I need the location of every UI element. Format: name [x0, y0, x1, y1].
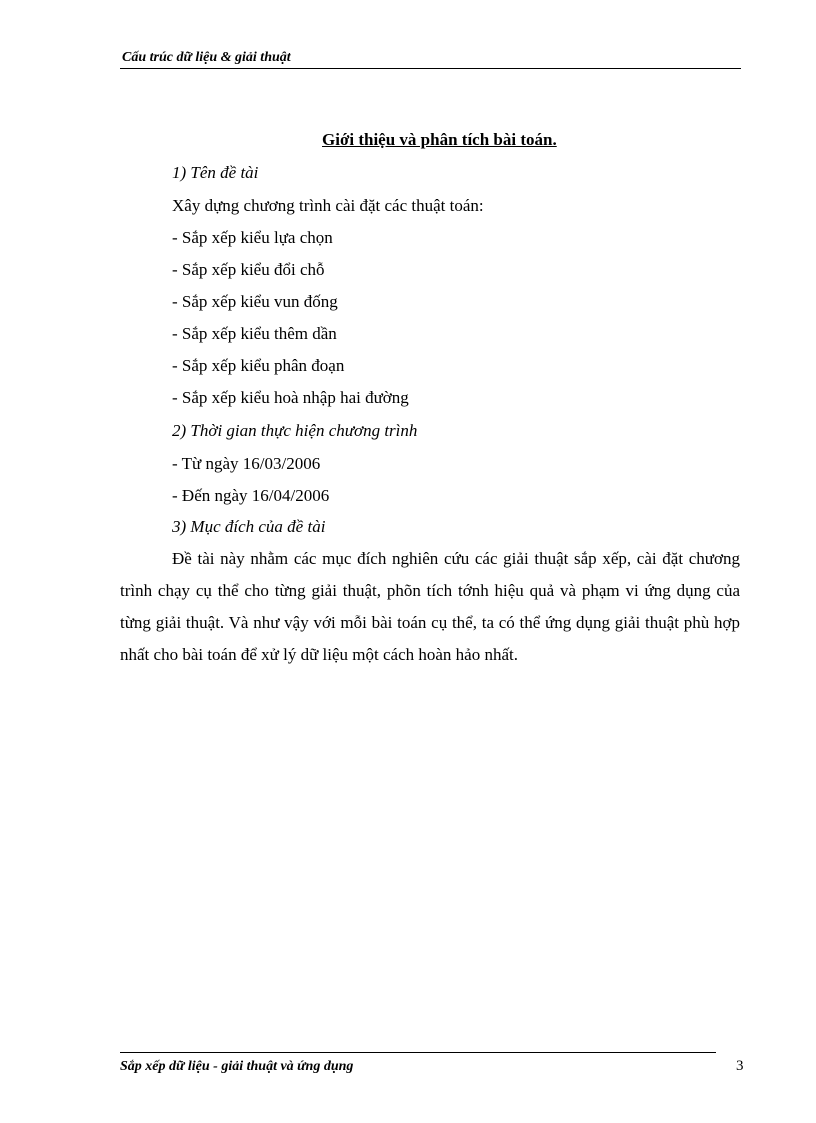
section-1-heading: 1) Tên đề tài — [172, 163, 259, 182]
page-title: Giới thiệu và phân tích bài toán. — [322, 130, 557, 149]
header-divider — [120, 68, 741, 69]
section-1-intro: Xây dựng chương trình cài đặt các thuật toán: — [172, 196, 484, 215]
list-item: - Sắp xếp kiểu thêm dần — [172, 324, 337, 343]
page-number: 3 — [736, 1058, 744, 1074]
header-text: Cấu trúc dữ liệu & giải thuật — [122, 50, 291, 65]
list-item: - Sắp xếp kiểu phân đoạn — [172, 356, 345, 375]
section-2-heading: 2) Thời gian thực hiện chương trình — [172, 421, 418, 440]
list-item: - Sắp xếp kiểu vun đống — [172, 292, 338, 311]
list-item: - Sắp xếp kiểu đổi chỗ — [172, 260, 325, 279]
section-3-heading: 3) Mục đích của đề tài — [172, 517, 326, 536]
list-item: - Đến ngày 16/04/2006 — [172, 486, 330, 505]
section-3-paragraph: Đề tài này nhằm các mục đích nghiên cứu các giải thuật sắp xếp, cài đặt chương trình chạy cụ thể cho từng giải thuật, phõn tích tớnh hiệu quả và phạm vi ứng dụng của từng giải thuật. Và như vậy với mỗi bài toán cụ thể, ta có thể ứng dụng giải thuật phù hợp nhất cho bài toán để xử lý dữ liệu một cách hoàn hảo nhất. — [120, 549, 740, 664]
footer-text: Sắp xếp dữ liệu - giải thuật và ứng dụng — [120, 1059, 354, 1074]
list-item: - Sắp xếp kiểu hoà nhập hai đường — [172, 388, 409, 407]
footer-divider — [120, 1052, 716, 1053]
list-item: - Từ ngày 16/03/2006 — [172, 454, 321, 473]
list-item: - Sắp xếp kiểu lựa chọn — [172, 228, 333, 247]
